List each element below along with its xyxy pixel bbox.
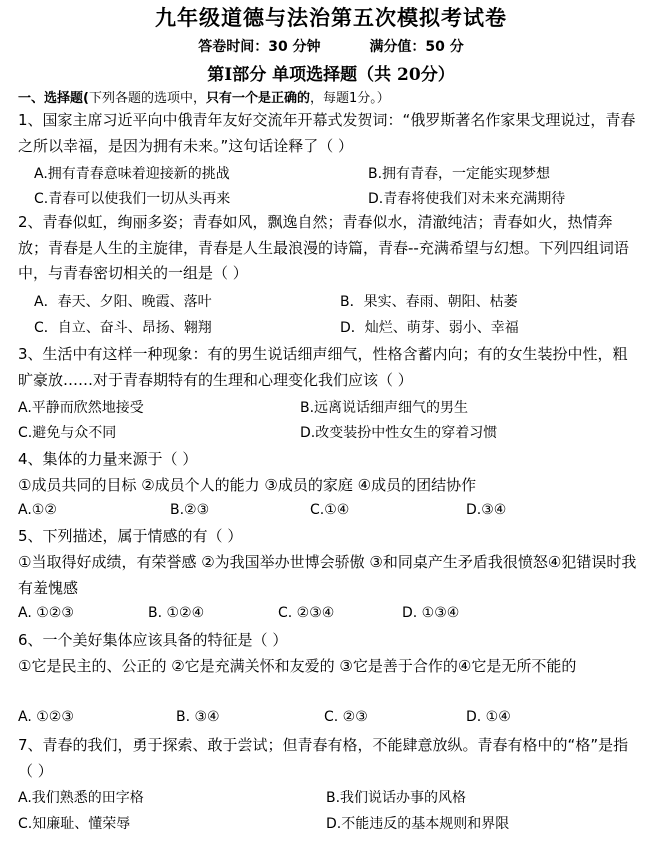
option: D．灿烂、萌芽、弱小、幸福 [340, 320, 519, 336]
question-stem: 2、青春似虹，绚丽多姿；青春如风，飘逸自然；青春似水，清澈纯洁；青春如火，热情奔放；青春是人生的主旋律，青春是人生最浪漫的诗篇，青春--充满希望与幻想。下列四组词语中，与青春密切相关的一组是（ ） [18, 213, 629, 282]
exam-title: 九年级道德与法治第五次模拟考试卷 [155, 5, 507, 30]
section-instructions [18, 87, 390, 106]
option: B. ③④ [176, 709, 220, 725]
option: A.我们熟悉的田字格 [18, 790, 144, 806]
option: C.青春可以使我们一切从头再来 [34, 191, 231, 207]
exam-time: 答卷时间：30 分钟 [198, 39, 321, 55]
option: A．春天、夕阳、晚霞、落叶 [34, 294, 212, 310]
option: C. ②③ [324, 709, 368, 725]
exam-score: 满分值：50 分 [369, 39, 464, 55]
question-stem: 7、青春的我们，勇于探索、敢于尝试；但青春有格，不能肆意放纵。青春有格中的“格”是指（ ） [18, 736, 629, 780]
option: C. ②③④ [278, 605, 335, 621]
option: B.②③ [170, 502, 210, 518]
exam-meta [0, 36, 662, 56]
option: D. ①③④ [402, 605, 460, 621]
option: B．果实、春雨、朝阳、枯萎 [340, 294, 518, 310]
section-tail: ，每题1分。） [309, 91, 390, 106]
question-items: ①它是民主的、公正的 ②它是充满关怀和友爱的 ③它是善于合作的④它是无所不能的 [18, 657, 577, 675]
question-stem: 1、国家主席习近平向中俄青年友好交流年开幕式发贺词：“俄罗斯著名作家果戈理说过，青春之所以幸福，是因为拥有未来。”这句话诠释了（ ） [18, 111, 636, 155]
option: C.避免与众不同 [18, 425, 117, 441]
section-head: 一、选择题( [18, 91, 89, 106]
section-bold: 只有一个是正确的 [205, 91, 310, 106]
option: A. ①②③ [18, 709, 74, 725]
option: B.拥有青春，一定能实现梦想 [368, 166, 551, 182]
option: D. ①④ [466, 709, 511, 725]
option: A.①② [18, 502, 57, 518]
option: A. ①②③ [18, 605, 74, 621]
option: A.平静而欣然地接受 [18, 400, 144, 416]
question-stem: 5、下列描述，属于情感的有（ ） [18, 527, 243, 545]
option: C.①④ [310, 502, 350, 518]
option: D.青春将使我们对未来充满期待 [368, 191, 566, 207]
option: B.远离说话细声细气的男生 [300, 400, 469, 416]
option: C.知廉耻、懂荣辱 [18, 816, 131, 832]
question-stem: 4、集体的力量来源于（ ） [18, 450, 198, 468]
option: B. ①②④ [148, 605, 205, 621]
question-items: ①成员共同的目标 ②成员个人的能力 ③成员的家庭 ④成员的团结协作 [18, 476, 477, 494]
question-stem: 6、一个美好集体应该具备的特征是（ ） [18, 631, 288, 649]
question-items: ①当取得好成绩，有荣誉感 ②为我国举办世博会骄傲 ③和同桌产生矛盾我很愤怒④犯错误时我有羞愧感 [18, 553, 637, 597]
option: C．自立、奋斗、昂扬、翱翔 [34, 320, 212, 336]
option: D.不能违反的基本规则和界限 [326, 816, 510, 832]
option: D.③④ [466, 502, 507, 518]
part-heading: 第Ⅰ部分 单项选择题（共 20分） [207, 65, 455, 85]
option: B.我们说话办事的风格 [326, 790, 467, 806]
option: D.改变装扮中性女生的穿着习惯 [300, 425, 498, 441]
section-mid: 下列各题的选项中， [88, 91, 206, 106]
option: A.拥有青春意味着迎接新的挑战 [34, 166, 230, 182]
question-stem: 3、生活中有这样一种现象：有的男生说话细声细气，性格含蓄内向；有的女生装扮中性，粗旷豪放……对于青春期特有的生理和心理变化我们应该（ ） [18, 345, 628, 389]
